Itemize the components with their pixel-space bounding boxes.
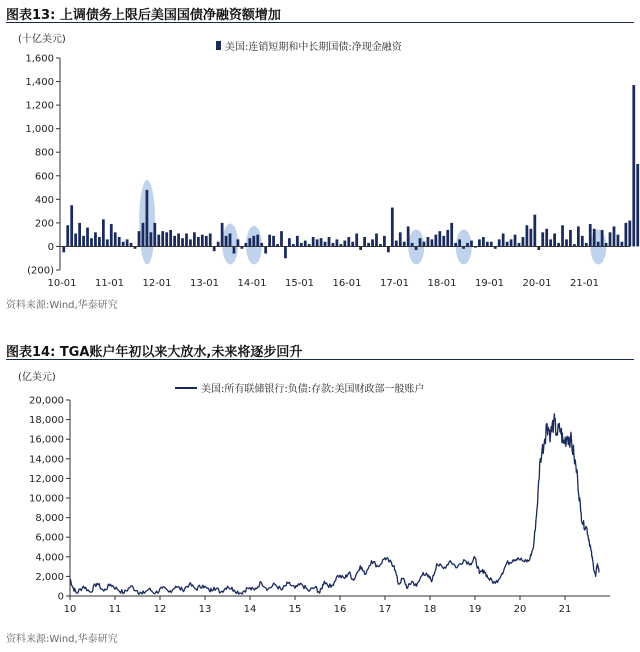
y-tick-label: 16,000: [29, 434, 64, 446]
x-tick-label: 10: [63, 604, 77, 615]
x-tick-label: 18: [423, 604, 437, 615]
bar: [209, 233, 212, 246]
bar: [197, 237, 200, 246]
bar: [609, 232, 612, 246]
bar: [106, 239, 109, 246]
bar: [284, 246, 287, 258]
y-tick-label: 0: [57, 591, 64, 603]
bar: [149, 232, 152, 246]
bar: [565, 239, 568, 246]
bar: [569, 230, 572, 246]
bar: [130, 243, 133, 247]
figure13-unit-label: (十亿美元): [18, 34, 66, 45]
bar: [225, 236, 228, 247]
x-tick-label: 13-01: [189, 278, 220, 289]
bar: [118, 237, 121, 246]
bar: [403, 242, 406, 247]
bar: [237, 239, 240, 246]
x-tick-label: 17: [378, 604, 392, 615]
x-tick-label: 19-01: [474, 278, 505, 289]
bar: [264, 246, 267, 253]
bar: [78, 223, 81, 247]
bar: [244, 243, 247, 247]
bar: [320, 238, 323, 246]
bar: [581, 236, 584, 247]
bar: [427, 237, 430, 246]
figure14-line-chart: [0, 388, 640, 620]
bar: [407, 226, 410, 246]
bar: [126, 239, 129, 246]
y-tick-label: (200): [27, 265, 54, 277]
bar: [221, 223, 224, 247]
bar: [502, 233, 505, 246]
bar: [601, 230, 604, 246]
bar: [74, 233, 77, 246]
bar: [90, 238, 93, 246]
y-tick-label: 18,000: [29, 415, 64, 427]
bar: [161, 231, 164, 246]
bar: [122, 242, 125, 247]
x-tick-label: 18-01: [427, 278, 457, 289]
x-tick-label: 15-01: [284, 278, 315, 289]
bar: [233, 246, 236, 253]
bar: [490, 242, 493, 247]
bar: [256, 235, 259, 247]
bar: [605, 243, 608, 247]
bar: [423, 242, 426, 247]
bar: [86, 228, 89, 247]
bar: [458, 239, 461, 246]
bar: [142, 223, 145, 247]
bar: [624, 223, 627, 247]
bar: [387, 246, 390, 252]
bar: [347, 237, 350, 246]
bar: [110, 224, 113, 246]
bar: [545, 229, 548, 247]
figure14-legend-label: 美国:所有联储银行:负债:存款:美国财政部一般账户: [201, 384, 425, 395]
bar: [205, 236, 208, 247]
bar: [518, 243, 521, 247]
y-tick-label: 1,600: [25, 53, 54, 65]
bar: [478, 239, 481, 246]
x-tick-label: 20: [513, 604, 527, 615]
bar: [577, 226, 580, 246]
bar: [529, 229, 532, 247]
bar: [217, 242, 220, 247]
bar: [522, 237, 525, 246]
bar: [541, 232, 544, 246]
y-tick-label: 200: [34, 218, 54, 230]
y-tick-label: 1,200: [25, 100, 54, 112]
bar: [419, 238, 422, 246]
bar: [70, 205, 73, 246]
y-tick-label: 400: [34, 194, 54, 206]
bar: [62, 246, 65, 252]
bar: [367, 243, 370, 247]
bar: [193, 232, 196, 246]
figure13-bar-chart: [0, 48, 640, 293]
bar: [324, 242, 327, 247]
bar: [229, 233, 232, 246]
bar: [66, 225, 69, 246]
bar: [280, 231, 283, 246]
y-tick-label: 1,000: [25, 124, 54, 136]
y-tick-label: 12,000: [29, 473, 64, 485]
bar: [411, 243, 414, 247]
bar: [375, 233, 378, 246]
bar: [442, 236, 445, 247]
y-tick-label: 600: [34, 171, 54, 183]
bar: [498, 239, 501, 246]
bar: [252, 236, 255, 247]
x-tick-label: 11: [108, 604, 122, 615]
figure13-title: 图表13: 上调债务上限后美国国债净融资额增加: [6, 8, 281, 23]
bar: [470, 241, 473, 247]
figure13-source: 资料来源:Wind,华泰研究: [6, 300, 118, 311]
bar: [561, 225, 564, 246]
bar: [138, 231, 141, 246]
bar: [213, 246, 216, 251]
y-tick-label: 0: [47, 241, 54, 253]
bar: [395, 241, 398, 247]
bar: [248, 238, 251, 246]
x-tick-label: 16-01: [332, 278, 362, 289]
bar: [415, 246, 418, 250]
bar: [632, 85, 635, 246]
bar: [328, 237, 331, 246]
figure14-title-rule: [6, 359, 634, 360]
x-tick-label: 17-01: [379, 278, 410, 289]
y-tick-label: 20,000: [29, 395, 64, 407]
bar: [383, 236, 386, 247]
bar: [549, 239, 552, 246]
tga-series-line: [70, 414, 599, 594]
bar: [371, 239, 374, 246]
bar: [82, 236, 85, 247]
x-tick-label: 13: [198, 604, 212, 615]
figure13-title-rule: [6, 22, 634, 23]
bar: [157, 235, 160, 247]
bar: [304, 241, 307, 247]
y-tick-label: 4,000: [35, 552, 64, 564]
y-tick-label: 8,000: [35, 513, 64, 525]
x-tick-label: 21-01: [569, 278, 600, 289]
bar: [336, 239, 339, 246]
x-tick-label: 16: [333, 604, 347, 615]
bar: [434, 235, 437, 247]
bar: [597, 242, 600, 247]
bar: [185, 233, 188, 246]
bar: [173, 236, 176, 247]
bar: [506, 242, 509, 247]
y-tick-label: 6,000: [35, 532, 64, 544]
figure14-source: 资料来源:Wind,华泰研究: [6, 634, 118, 645]
bar: [446, 230, 449, 246]
x-tick-label: 12-01: [142, 278, 172, 289]
bar: [363, 237, 366, 246]
bar: [114, 232, 117, 246]
bar: [486, 242, 489, 247]
bar: [533, 215, 536, 247]
bar: [391, 208, 394, 247]
bar: [510, 239, 513, 246]
bar: [482, 237, 485, 246]
bar: [589, 224, 592, 246]
bar: [343, 241, 346, 247]
bar: [201, 235, 204, 247]
bar: [98, 237, 101, 246]
figure14-title: 图表14: TGA账户年初以来大放水,未来将逐步回升: [6, 345, 303, 360]
x-tick-label: 20-01: [522, 278, 552, 289]
y-tick-label: 1,400: [25, 77, 54, 89]
x-tick-label: 14-01: [237, 278, 267, 289]
bar: [514, 235, 517, 247]
x-tick-label: 14: [243, 604, 257, 615]
bar: [351, 242, 354, 247]
bar: [585, 243, 588, 247]
bar: [636, 164, 639, 246]
bar: [355, 233, 358, 246]
bar: [621, 242, 624, 247]
figure13-legend-label: 美国:连销短期和中长期国债:净现金融资: [225, 42, 402, 53]
bar: [537, 246, 540, 250]
bar: [553, 233, 556, 246]
bar: [296, 236, 299, 247]
x-tick-label: 10-01: [47, 278, 77, 289]
y-tick-label: 10,000: [29, 493, 64, 505]
bar: [300, 243, 303, 247]
y-tick-label: 2,000: [35, 571, 64, 583]
bar: [332, 243, 335, 247]
bar: [94, 232, 97, 246]
bar: [169, 230, 172, 246]
bar: [466, 243, 469, 247]
bar: [613, 226, 616, 246]
x-tick-label: 21: [558, 604, 572, 615]
bar: [181, 238, 184, 246]
bar: [450, 223, 453, 247]
bar: [268, 235, 271, 247]
bar: [146, 190, 149, 247]
bar: [177, 233, 180, 246]
x-tick-label: 12: [153, 604, 167, 615]
y-tick-label: 800: [34, 147, 54, 159]
bar: [593, 229, 596, 247]
bar: [288, 238, 291, 246]
x-tick-label: 15: [288, 604, 302, 615]
bar: [316, 239, 319, 246]
bar: [165, 232, 168, 246]
bar: [454, 243, 457, 247]
bar: [628, 221, 631, 247]
bar: [359, 246, 362, 250]
bar: [557, 243, 560, 247]
bar: [272, 236, 275, 247]
y-tick-label: 14,000: [29, 454, 64, 466]
bar: [438, 231, 441, 246]
bar: [189, 239, 192, 246]
bar: [617, 235, 620, 247]
bar: [431, 239, 434, 246]
bar: [399, 232, 402, 246]
bar: [526, 225, 529, 246]
bar: [102, 219, 105, 246]
bar: [312, 237, 315, 246]
x-tick-label: 11-01: [94, 278, 125, 289]
bar: [153, 223, 156, 247]
x-tick-label: 19: [468, 604, 482, 615]
bar: [260, 243, 263, 247]
figure14-unit-label: (亿美元): [18, 372, 56, 383]
